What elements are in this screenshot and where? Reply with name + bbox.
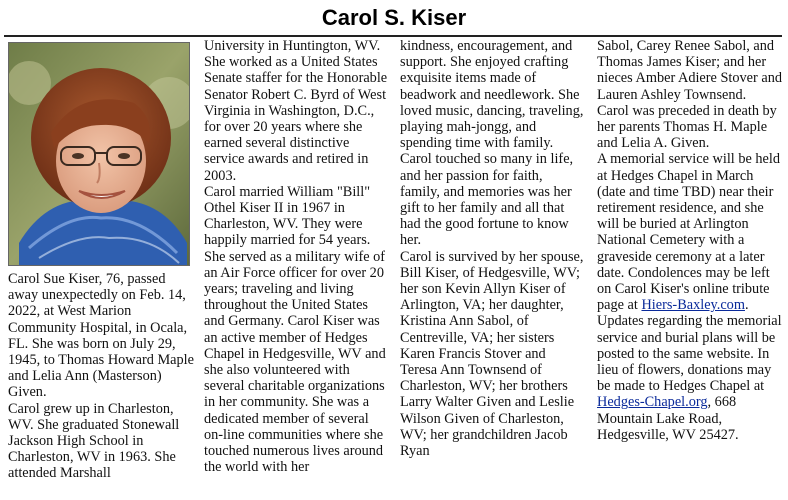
paragraph: Carol touched so many in life, and her passion for faith, family, and memories was her gift to her family and all that had the good fortune to know her. bbox=[400, 151, 574, 249]
paragraph: Carol was preceded in death by her parents Thomas H. Maple and Lelia A. Given. bbox=[597, 102, 777, 152]
paragraph-text: , 668 Mountain Lake Road, Hedgesville, WV 25427. bbox=[597, 394, 739, 443]
column-2 bbox=[204, 38, 390, 475]
column-3 bbox=[400, 38, 586, 459]
tribute-link[interactable]: Hiers-Baxley.com bbox=[641, 297, 745, 314]
paragraph: University in Huntington, WV. She worked as a United States Senate staffer for the Honorable Senator Robert C. Byrd of West Virginia in Washington, D.C., for over 20 years where she earned several distinctive service awards and retired in 2003. bbox=[204, 38, 388, 184]
donation-link[interactable]: Hedges-Chapel.org bbox=[597, 394, 708, 411]
title-divider bbox=[4, 35, 782, 37]
portrait-image bbox=[9, 43, 189, 265]
paragraph: Carol married William "Bill" Othel Kiser II in 1967 in Charleston, WV. They were happily married for 54 years. She served as a military wife of an Air Force officer for over 20 years; traveling and living throughout the United States and Germany. Carol Kiser was an active member of Hedges Chapel in Hedgesville, WV and she also volunteered with several charitable organizations in her community. She was a dedicated member of several on-line communities where she touched numerous lives around the world with her bbox=[204, 183, 386, 476]
paragraph: kindness, encouragement, and support. She enjoyed crafting exquisite items made of beadwork and needlework. She loved music, dancing, traveling, playing mah-jongg, and spending time with family. bbox=[400, 38, 584, 152]
paragraph bbox=[597, 151, 783, 443]
paragraph: Carol is survived by her spouse, Bill Kiser, of Hedgesville, WV; her son Kevin Allyn Kiser of Arlington, VA; her daughter, Kristina Ann Sabol, of Centreville, VA; her sisters Karen Francis Stover and Teresa Ann Townsend of Charleston, WV; her brothers Larry Walter Given and Leslie Wilson Given of Charleston, WV; her grandchildren Jacob Ryan bbox=[400, 248, 584, 460]
column-1 bbox=[8, 271, 194, 482]
paragraph-text: A memorial service will be held at Hedges Chapel in March (date and time TBD) near their retirement residence, and she will be buried at Arlington National Cemetery with a graveside ceremony at a later date. Condolences may be left on Carol Kiser's online tribute page at bbox=[597, 151, 781, 314]
paragraph: Sabol, Carey Renee Sabol, and Thomas James Kiser; and her nieces Amber Adiere Stover and Lauren Ashley Townsend. bbox=[597, 38, 783, 103]
column-4 bbox=[597, 38, 783, 443]
portrait-photo bbox=[8, 42, 190, 266]
paragraph: Carol Sue Kiser, 76, passed away unexpectedly on Feb. 14, 2022, at West Marion Community Hospital, in Ocala, FL. She was born on July 29, 1945, to Thomas Howard Maple and Lelia Ann (Masterson) Given. bbox=[8, 271, 194, 401]
paragraph-text: . Updates regarding the memorial service and burial plans will be posted to the same website. In lieu of flowers, donations may be made to Hedges Chapel at bbox=[597, 297, 782, 395]
paragraph: Carol grew up in Charleston, WV. She graduated Stonewall Jackson High School in Charleston, WV in 1963. She attended Marshall bbox=[8, 400, 180, 482]
page-title: Carol S. Kiser bbox=[321, 5, 467, 30]
